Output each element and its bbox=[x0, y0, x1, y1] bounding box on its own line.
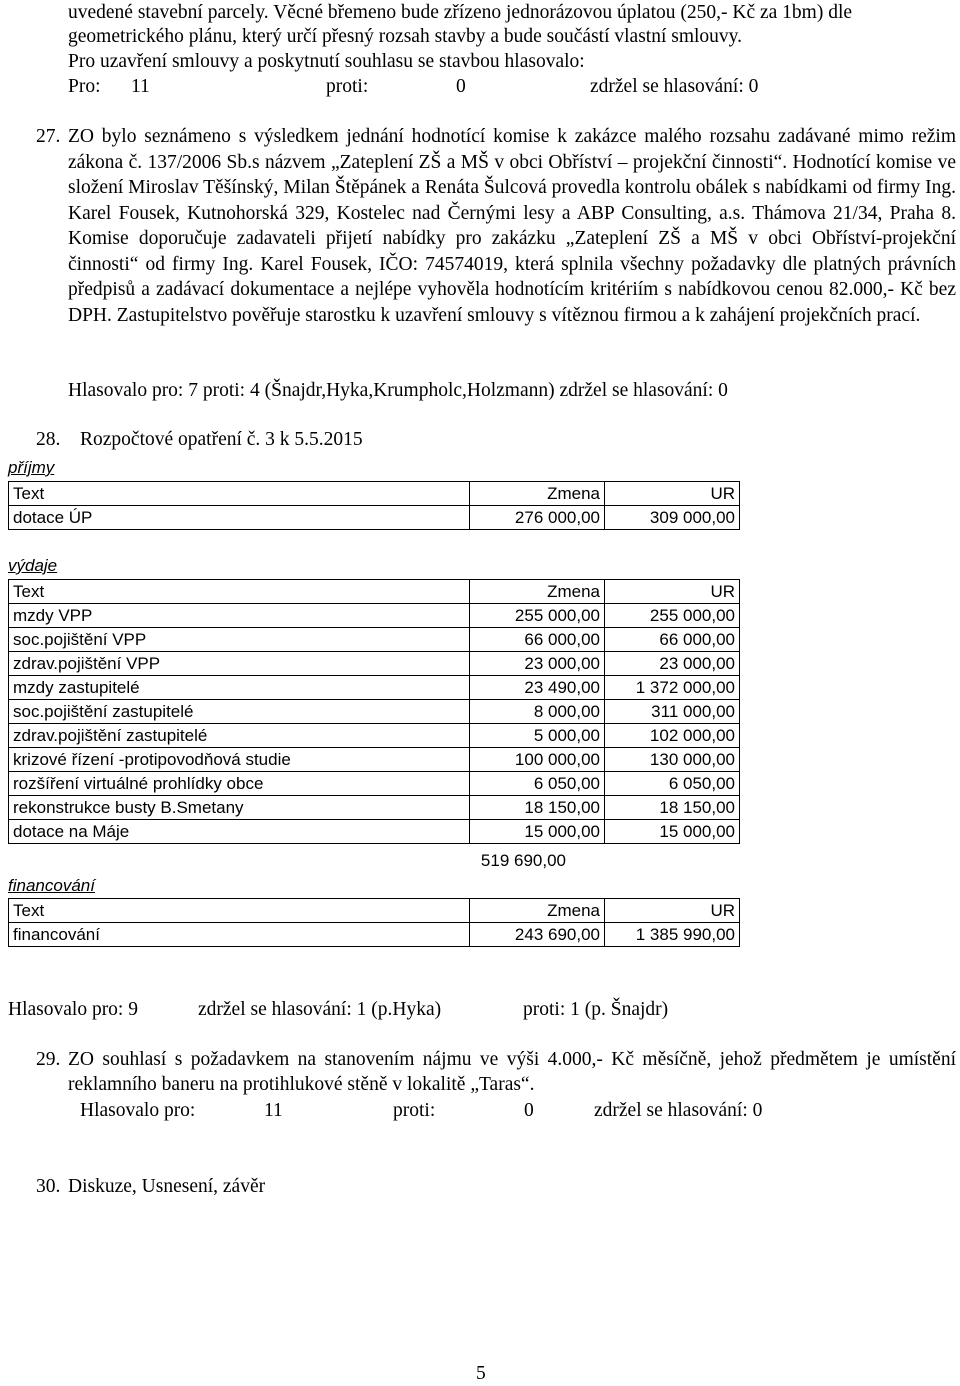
row-ur: 23 000,00 bbox=[605, 652, 740, 676]
row-zmena: 66 000,00 bbox=[470, 628, 605, 652]
section-financovani: financování bbox=[8, 876, 95, 895]
intro-vote-zdrzel: zdržel se hlasování: 0 bbox=[590, 76, 759, 97]
item-29-vote-pro-label: Hlasovalo pro: bbox=[80, 1100, 196, 1121]
item-30-text: Diskuze, Usnesení, závěr bbox=[68, 1176, 266, 1197]
item-29-vote-proti-value: 0 bbox=[524, 1100, 534, 1121]
table-financovani bbox=[8, 898, 740, 947]
table-row bbox=[9, 628, 740, 652]
table-row bbox=[9, 724, 740, 748]
row-ur: 1 372 000,00 bbox=[605, 676, 740, 700]
section-prijmy: příjmy bbox=[8, 458, 55, 477]
row-ur: 18 150,00 bbox=[605, 796, 740, 820]
table-row bbox=[9, 652, 740, 676]
vydaje-total: 519 690,00 bbox=[480, 851, 566, 870]
item-28-vote-pro: Hlasovalo pro: 9 bbox=[8, 999, 138, 1020]
item-28-vote-zdrzel: zdržel se hlasování: 1 (p.Hyka) bbox=[198, 999, 442, 1020]
intro-line-1: uvedené stavební parcely. Věcné břemeno bude zřízeno jednorázovou úplatou (250,- Kč za 1bm) dle bbox=[68, 2, 853, 23]
table-row bbox=[9, 772, 740, 796]
row-zmena: 15 000,00 bbox=[470, 820, 605, 844]
row-zmena: 6 050,00 bbox=[470, 772, 605, 796]
row-ur: 15 000,00 bbox=[605, 820, 740, 844]
row-zmena: 18 150,00 bbox=[470, 796, 605, 820]
row-text: dotace ÚP bbox=[9, 506, 470, 530]
header-ur: UR bbox=[605, 482, 740, 506]
row-text: dotace na Máje bbox=[9, 820, 470, 844]
item-28-vote-proti: proti: 1 (p. Šnajdr) bbox=[523, 999, 669, 1020]
row-ur: 6 050,00 bbox=[605, 772, 740, 796]
header-zmena: Zmena bbox=[470, 580, 605, 604]
row-text: mzdy zastupitelé bbox=[9, 676, 470, 700]
table-row bbox=[9, 700, 740, 724]
row-zmena: 23 000,00 bbox=[470, 652, 605, 676]
row-text: zdrav.pojištění zastupitelé bbox=[9, 724, 470, 748]
section-vydaje: výdaje bbox=[8, 556, 58, 575]
intro-line-3: Pro uzavření smlouvy a poskytnutí souhlasu se stavbou hlasovalo: bbox=[68, 51, 585, 72]
table-row bbox=[9, 604, 740, 628]
row-zmena: 8 000,00 bbox=[470, 700, 605, 724]
item-29-number: 29. bbox=[36, 1049, 61, 1070]
row-zmena: 243 690,00 bbox=[470, 923, 605, 947]
row-text: financování bbox=[9, 923, 470, 947]
intro-vote-pro-value: 11 bbox=[131, 76, 150, 97]
header-text: Text bbox=[9, 482, 470, 506]
row-text: krizové řízení -protipovodňová studie bbox=[9, 748, 470, 772]
item-27-text: ZO bylo seznámeno s výsledkem jednání hodnotící komise k zakázce malého rozsahu zadávané mimo režim zákona č. 137/2006 Sb.s názvem „Zateplení ZŠ a MŠ v obci Obříství – projekční činnosti“. Hodnotící komise ve složení Miroslav Těšínský, Milan Štěpánek a Renáta Šulcová provedla kontrolu obálek s nabídkami od firmy Ing. Karel Fousek, Kutnohorská 329, Kostelec nad Černými lesy a ABP Consulting, a.s. Thámova 21/34, Praha 8. Komise doporučuje zadavateli přijetí nabídky pro zakázku „Zateplení ZŠ a MŠ v obci Obříství-projekční činnosti“ od firmy Ing. Karel Fousek, IČO: 74574019, která splnila všechny požadavky dle platných právních předpisů a zadávací dokumentace a nejlépe vyhověla hodnotícím kritériím s nabídkovou cenou 82.000,- Kč bez DPH. Zastupitelstvo pověřuje starostku k uzavření smlouvy s vítěznou firmou a k zahájení projekčních prací. bbox=[68, 126, 956, 326]
row-ur: 255 000,00 bbox=[605, 604, 740, 628]
item-27-vote: Hlasovalo pro: 7 proti: 4 (Šnajdr,Hyka,Krumpholc,Holzmann) zdržel se hlasování: 0 bbox=[68, 380, 728, 401]
item-28-title: Rozpočtové opatření č. 3 k 5.5.2015 bbox=[80, 429, 363, 450]
table-row bbox=[9, 923, 740, 947]
row-ur: 309 000,00 bbox=[605, 506, 740, 530]
header-text: Text bbox=[9, 899, 470, 923]
row-text: soc.pojištění VPP bbox=[9, 628, 470, 652]
row-text: mzdy VPP bbox=[9, 604, 470, 628]
row-zmena: 100 000,00 bbox=[470, 748, 605, 772]
header-ur: UR bbox=[605, 580, 740, 604]
row-ur: 311 000,00 bbox=[605, 700, 740, 724]
item-30-number: 30. bbox=[36, 1176, 61, 1197]
intro-vote-pro-label: Pro: bbox=[68, 76, 101, 97]
row-ur: 102 000,00 bbox=[605, 724, 740, 748]
item-29-vote-pro-value: 11 bbox=[264, 1100, 283, 1121]
header-zmena: Zmena bbox=[470, 482, 605, 506]
item-28-number: 28. bbox=[36, 429, 61, 450]
table-header-row bbox=[9, 482, 740, 506]
row-ur: 1 385 990,00 bbox=[605, 923, 740, 947]
table-row bbox=[9, 506, 740, 530]
item-29-text: ZO souhlasí s požadavkem na stanovením nájmu ve výši 4.000,- Kč měsíčně, jehož předmětem je umístění reklamního baneru na protihlukové stěně v lokalitě „Taras“. bbox=[68, 1049, 956, 1095]
row-text: rekonstrukce busty B.Smetany bbox=[9, 796, 470, 820]
table-header-row bbox=[9, 580, 740, 604]
table-header-row bbox=[9, 899, 740, 923]
row-text: zdrav.pojištění VPP bbox=[9, 652, 470, 676]
item-29-vote-zdrzel: zdržel se hlasování: 0 bbox=[594, 1100, 763, 1121]
row-ur: 66 000,00 bbox=[605, 628, 740, 652]
table-prijmy bbox=[8, 481, 740, 530]
header-zmena: Zmena bbox=[470, 899, 605, 923]
table-row bbox=[9, 820, 740, 844]
row-zmena: 276 000,00 bbox=[470, 506, 605, 530]
row-zmena: 255 000,00 bbox=[470, 604, 605, 628]
page-number: 5 bbox=[476, 1363, 486, 1384]
item-29-vote-proti-label: proti: bbox=[393, 1100, 436, 1121]
intro-vote-proti-value: 0 bbox=[456, 76, 466, 97]
row-zmena: 5 000,00 bbox=[470, 724, 605, 748]
intro-line-2: geometrického plánu, který určí přesný rozsah stavby a bude součástí vlastní smlouvy. bbox=[68, 26, 743, 47]
table-vydaje bbox=[8, 579, 740, 844]
row-text: soc.pojištění zastupitelé bbox=[9, 700, 470, 724]
table-row bbox=[9, 676, 740, 700]
header-ur: UR bbox=[605, 899, 740, 923]
row-text: rozšíření virtuálné prohlídky obce bbox=[9, 772, 470, 796]
intro-vote-proti-label: proti: bbox=[326, 76, 369, 97]
header-text: Text bbox=[9, 580, 470, 604]
row-ur: 130 000,00 bbox=[605, 748, 740, 772]
table-row bbox=[9, 796, 740, 820]
item-27-number: 27. bbox=[36, 126, 61, 147]
row-zmena: 23 490,00 bbox=[470, 676, 605, 700]
table-row bbox=[9, 748, 740, 772]
